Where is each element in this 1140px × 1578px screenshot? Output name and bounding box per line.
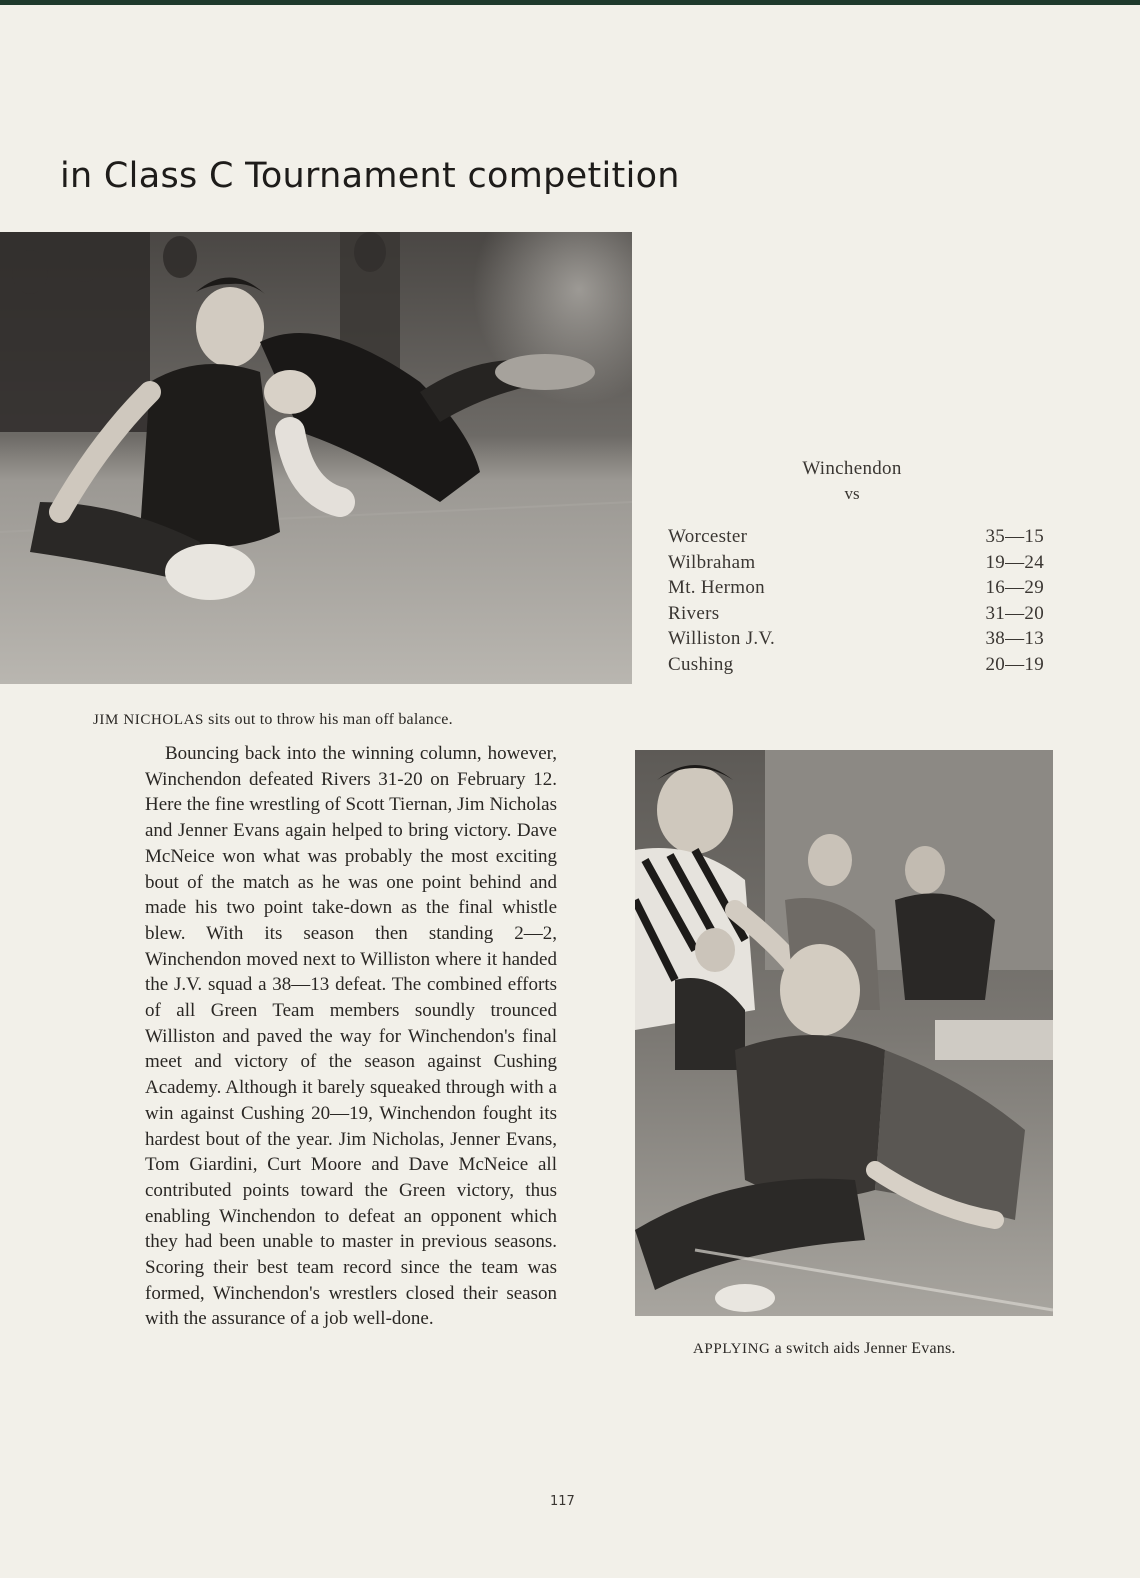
caption-lead: APPLYING <box>693 1341 771 1357</box>
match-score: 20—19 <box>985 653 1044 675</box>
article-paragraph: Bouncing back into the winning column, however, Winchendon defeated Rivers 31-20 on February 12. Here the fine wrestling of Scott Tiernan, Jim Nicholas and Jenner Evans again helped to bring victory. Dave McNeice won what was probably the most exciting bout of the match as he was one point behind and made his two point take-down as the final whistle blew. With its season then standing 2—2, Winchendon moved next to Williston where it handed the J.V. squad a 38—13 defeat. The combined efforts of all Green Team members soundly trounced Williston and paved the way for Winchendon's final meet and victory of the season against Cushing Academy. Although it barely squeaked through with a win against Cushing 20—19, Winchendon fought its hardest bout of the year. Jim Nicholas, Jenner Evans, Tom Giardini, Curt Moore and Dave McNeice all contributed points toward the Green victory, thus enabling Winchendon to defeat an opponent which they had been unable to master in previous seasons. Scoring their best team record since the team was formed, Winchendon's wrestlers closed their season with the assurance of a job well-done. <box>145 743 557 1330</box>
score-row <box>668 524 1046 550</box>
match-score: 16—29 <box>985 577 1044 598</box>
top-border <box>0 0 1140 5</box>
match-score: 35—15 <box>985 526 1044 547</box>
score-row <box>668 575 1046 601</box>
opponent-name: Williston J.V. <box>668 628 776 649</box>
score-row <box>668 550 1046 576</box>
wrestling-photo-top <box>0 232 632 684</box>
opponent-name: Rivers <box>668 602 720 624</box>
opponent-name: Wilbraham <box>668 551 756 573</box>
page-headline: in Class C Tournament competition <box>60 156 680 196</box>
scoreboard-team: Winchendon <box>802 458 902 479</box>
top-photo-caption <box>93 711 453 729</box>
article-body <box>145 741 557 1332</box>
wrestling-photo-bottom <box>635 750 1053 1316</box>
scoreboard-vs: vs <box>844 484 860 503</box>
page-number: 117 <box>550 1494 575 1509</box>
season-scoreboard <box>668 458 1046 677</box>
opponent-name: Worcester <box>668 526 748 547</box>
score-row <box>668 626 1046 652</box>
bottom-photo-caption <box>693 1340 956 1358</box>
opponent-name: Cushing <box>668 653 734 675</box>
match-score: 38—13 <box>985 628 1044 649</box>
caption-text: a switch aids Jenner Evans. <box>770 1340 956 1357</box>
caption-text: sits out to throw his man off balance. <box>203 711 453 728</box>
match-score: 19—24 <box>985 551 1044 573</box>
score-row <box>668 652 1046 678</box>
score-row <box>668 601 1046 627</box>
caption-lead: JIM NICHOLAS <box>93 712 204 728</box>
opponent-name: Mt. Hermon <box>668 577 765 598</box>
match-score: 31—20 <box>985 602 1044 624</box>
